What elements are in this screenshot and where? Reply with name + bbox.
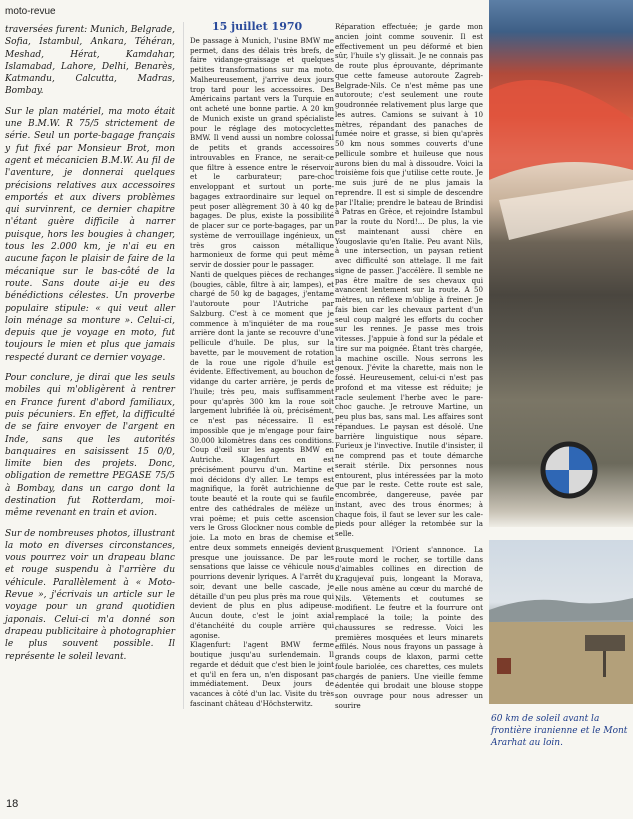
column-left (5, 24, 175, 663)
landscape-photo (489, 540, 633, 704)
paragraph: Brusquement l'Orient s'annonce. La route mord le rocher, se tortille dans d'aimables collines en direction de Kragujevaï puis, longeant la Morava, elle nous amène au cœur du marché de Nils. Vêtements et coutumes se modifient. Le feutre et la fourrure ont remplacé la toile; la pointe des chaussures se redresse. Voici les premières mosquées et leurs minarets effilés. Nous nous frayons un passage à grands coups de klaxon, parmi cette foule bariolée, ces charettes, ces mulets chargés de paniers. Une vieille femme édentée qui brodait une blouse stoppe son ouvrage pour nous adresser un sourire (335, 544, 483, 710)
photo-caption: 60 km de soleil avant la frontière iranienne et le Mont Ararhat au loin. (491, 714, 628, 748)
date-heading: 15 juillet 1970 (212, 20, 303, 33)
paragraph: traversées furent: Munich, Belgrade, Sofia, Istambul, Ankara, Téhéran, Meshad, Hérat, Kamdahar, Islamabad, Lahore, Delhi, Benarès, Katmandu, Calcutta, Madras, Bombay. (5, 25, 175, 97)
paragraph: Réparation effectuée; je garde mon ancien joint comme souvenir. Il est effectivement un peu déformé et bien sûr, l'huile s'y glissait. Je ne connais pas de route plus éprouvante, déprimante que cette fameuse autoroute Zagreb-Belgrade-Nils. Ce n'est même pas une autoroute; c'est seulement une route goudronnée relativement plus large que les autres. Camions se suivant à 10 mètres, répandant des panaches de fumée noire et grasse, si bien qu'après 50 km nous sommes couverts d'une pellicule sombre et huileuse que nous aurons bien du mal à dissoudre. Voici la troisième fois que j'utilise cette route. Je me suis juré de ne plus jamais la reprendre. Il est si simple de descendre par l'Italie; prendre le bateau de Brindisi à Patras en Grèce, et rejoindre Istambul par la route du Nord!... De plus, la vie est maintenant aussi chère en Yougoslavie qu'en Italie. Peu avant Nils, à une intersection, un paysan retient avec difficulté son attelage. Il me fait signe de passer. J'accélère. Il semble ne pas être maître de ses chevaux qui avancent lentement sur la route. A 50 mètres, un réflexe m'oblige à freiner. Je fais bien car les chevaux partent d'un seul coup malgré les efforts du cocher sur les rennes. Je passe mes trois vitesses. J'appuie à fond sur la pédale et tire sur ma poignée. Étant très chargée, la machine oscille. Nous serrons les genoux. J'évite la charette, mais non le fossé. Heureusement, celui-ci n'est pas profond et ma vitesse est réduite; je racle seulement l'herbe avec le pare-choc gauche. Je retrouve Martine, un peu plus bas, sans mal. Les affaires sont répandues. Le paysan est désolé. Une barrière linguistique nous sépare. Furieux je l'invective. Inutile d'insister, il ne comprend pas et toute démarche serait stérile. Dix personnes nous entourent, plus intéressées par la moto que par le reste. Cette route est sale, encombrée, dangereuse, pavée par instant, avec des trous énormes; à chaque fois, il faut se lever sur les cale-pieds pour alléger la retombée sur la selle. (335, 22, 483, 538)
column-middle (183, 22, 334, 709)
paragraph: Sur de nombreuses photos, illustrant la moto en diverses circonstances, vous pourrez voir un drapeau blanc et rouge suspendu à l'arrière du véhicule. Parallèlement à « Moto-Revue », j'écrivais un article sur le voyage pour un grand quotidien japonais. Celui-ci m'a donné son drapeau publicitaire à photographier le plus souvent possible. Il représente le soleil levant. (5, 528, 175, 662)
page-number: 18 (6, 798, 19, 810)
paragraph: De passage à Munich, l'usine BMW me permet, dans des délais très brefs, de faire vidange-graissage et quelques petites transformations sur ma moto. Malheureusement, j'arrive deux jours trop tard pour les accessoires. Des Américains partant vers la Turquie en ont acheté une bonne partie. A 20 km de Munich existe un grand spécialiste pour le réglage des motocyclettes BMW. Il vend aussi un nombre colossal de petits et grands accessoires introuvables en France, ne serait-ce que filtre à essence entre le réservoir et le carburateur; pare-choc enveloppant et surtout un porte-bagages extraordinaire sur lequel on peut poser allègrement 30 à 40 kg de bagages. De plus, existe la possibilité de placer sur ce porte-bagages, par un système de verrouillage ingénieux, un très gros caisson métallique harmonieux de forme qui peut même servir de dossier pour le passager. (190, 35, 334, 269)
motorcycle-photo (489, 0, 633, 527)
paragraph: Klagenfurt: l'agent BMW ferme boutique jusqu'au surlendemain. Il regarde et déduit que c'est bien le joint et qu'il en fera un, n'en disposant pas immédiatement. Deux jours de vacances à côté d'un lac. Visite du très fascinant château d'Höchsterwitz. (190, 640, 334, 708)
column-right (335, 22, 483, 711)
paragraph: Pour conclure, je dirai que les seuls mobiles qui m'obligèrent à rentrer en France furent d'abord familiaux, puis pécuniers. En effet, la difficulté de se faire envoyer de l'argent en Inde, sans que les autorités banquaires en saisissent 15 0/0, limite bien des projets. Donc, obligation de remettre PEGASE 75/5 à Bombay, dans un cargo dont la destination fut Rotterdam, moi-même revenant en train et avion. (5, 373, 175, 519)
magazine-header: moto-revue (5, 6, 56, 17)
paragraph: Sur le plan matériel, ma moto était une B.M.W. R 75/5 strictement de série. Seul un porte-bagage français y fut fixé par Monsieur Brot, mon agent et mécanicien B.M.W. Au fil de l'aventure, je donnerai quelques précisions relatives aux accessoires emportés et aux divers problèmes qui survinrent, ce dernier chapitre n'étant guère difficile à narrer puisque, hors les bougies à changer, tous les 2.000 km, je n'ai eu en aucune façon le plaisir de faire de la mécanique sur le bas-côté de la route. Sans doute ai-je eu des bénédictions célestes. Un proverbe populaire stipule: « qui veut aller loin ménage sa monture ». Celui-ci, depuis que je voyage en moto, fut toujours le mien et plus que jamais respecté durant ce dernier voyage. (5, 106, 175, 363)
paragraph: Nanti de quelques pièces de rechanges (bougies, câble, filtre à air, lampes), et chargé de 50 kg de bagages, j'entame l'autoroute pour l'Autriche par Salzburg. C'est à ce moment que je commence à m'inquiéter de ma roue arrière dont la jante se recouvre d'une pellicule d'huile. De plus, sur la bavette, par le mouvement de rotation de la roue une rigole d'huile est évidente. Effectivement, au bouchon de vidange du carter arrière, je perds de l'huile; très peu, mais suffisamment pour qu'après 300 km la roue soit largement lubrifiée là où, précisément, ce n'est pas nécessaire. Il est impossible que je m'engage pour faire 30.000 kilomètres dans ces conditions. Coup d'œil sur les agents BMW en Autriche. Klagenfurt en est précisément pourvu d'un. Martine et moi décidons d'y aller. Le temps est magnifique, la forêt autrichienne de toute beauté et la route qui se faufile entre des cathédrales de mélèze un vrai poème; et puis cette ascension vers le Gross Glockner nous comble de joie. La moto en bras de chemise et entre deux sommets enneigés devient presque une jouissance. De par les sensations que laisse ce véhicule nous pourrions devenir lyriques. A l'arrêt du soir, devant une belle cascade, je détaille d'un peu plus près ma roue qui devient de plus en plus adipeuse. Aucun doute, c'est le joint axial d'étanchéité du couple arrière qui agonise. (190, 269, 334, 640)
